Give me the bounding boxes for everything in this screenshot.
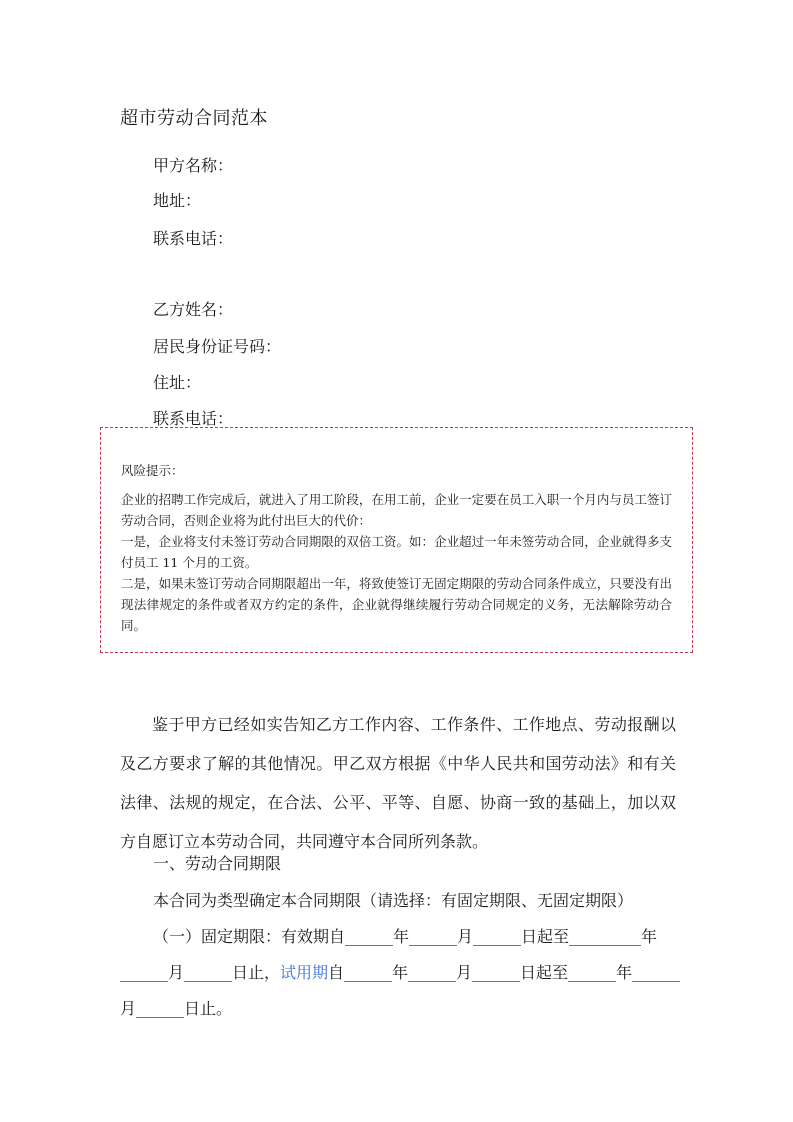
party-b-address-label: 住址： <box>153 373 202 392</box>
section-1-heading: 一、劳动合同期限 <box>153 854 282 873</box>
party-a-phone-label: 联系电话： <box>153 229 234 248</box>
document-title: 超市劳动合同范本 <box>120 108 268 129</box>
risk-line: 一是，企业将支付未签订劳动合同期限的双倍工资。如：企业超过一年未签劳动合同，企业就得多支付员工 11 个月的工资。 <box>121 534 672 570</box>
party-b-id-label: 居民身份证号码： <box>153 337 282 356</box>
fixed-term-line-3: 月______日止。 <box>120 999 233 1018</box>
probation-link[interactable]: 试用期 <box>280 963 329 982</box>
risk-line: 企业的招聘工作完成后，就进入了用工阶段，在用工前，企业一定要在员工入职一个月内与员工签订劳动合同，否则企业将为此付出巨大的代价： <box>121 492 672 528</box>
probation-dates: 自______年______月______日起至______年______ <box>328 963 681 982</box>
section-1-intro: 本合同为类型确定本合同期限（请选择：有固定期限、无固定期限） <box>153 891 634 910</box>
preamble-paragraph: 鉴于甲方已经如实告知乙方工作内容、工作条件、工作地点、劳动报酬以及乙方要求了解的其他情况。甲乙双方根据《中华人民共和国劳动法》和有关法律、法规的规定，在合法、公平、平等、自愿、协商一致的基础上，加以双方自愿订立本劳动合同，共同遵守本合同所列条款。 <box>120 715 676 851</box>
fixed-term-end-date: ______月______日止， <box>120 963 281 982</box>
party-a-name-label: 甲方名称： <box>153 156 234 175</box>
risk-warning-box <box>100 427 693 653</box>
fixed-term-line-2 <box>120 960 680 983</box>
risk-line: 二是，如果未签订劳动合同期限超出一年，将致使签订无固定期限的劳动合同条件成立，只要没有出现法律规定的条件或者双方约定的条件，企业就得继续履行劳动合同规定的义务，无法解除劳动合同。 <box>121 576 672 633</box>
risk-title: 风险提示： <box>121 463 184 478</box>
party-b-name-label: 乙方姓名： <box>153 300 234 319</box>
party-a-address-label: 地址： <box>153 191 202 210</box>
fixed-term-line-1: （一）固定期限：有效期自______年______月______日起至_________年 <box>153 927 658 946</box>
party-b-phone-label: 联系电话： <box>153 409 234 428</box>
